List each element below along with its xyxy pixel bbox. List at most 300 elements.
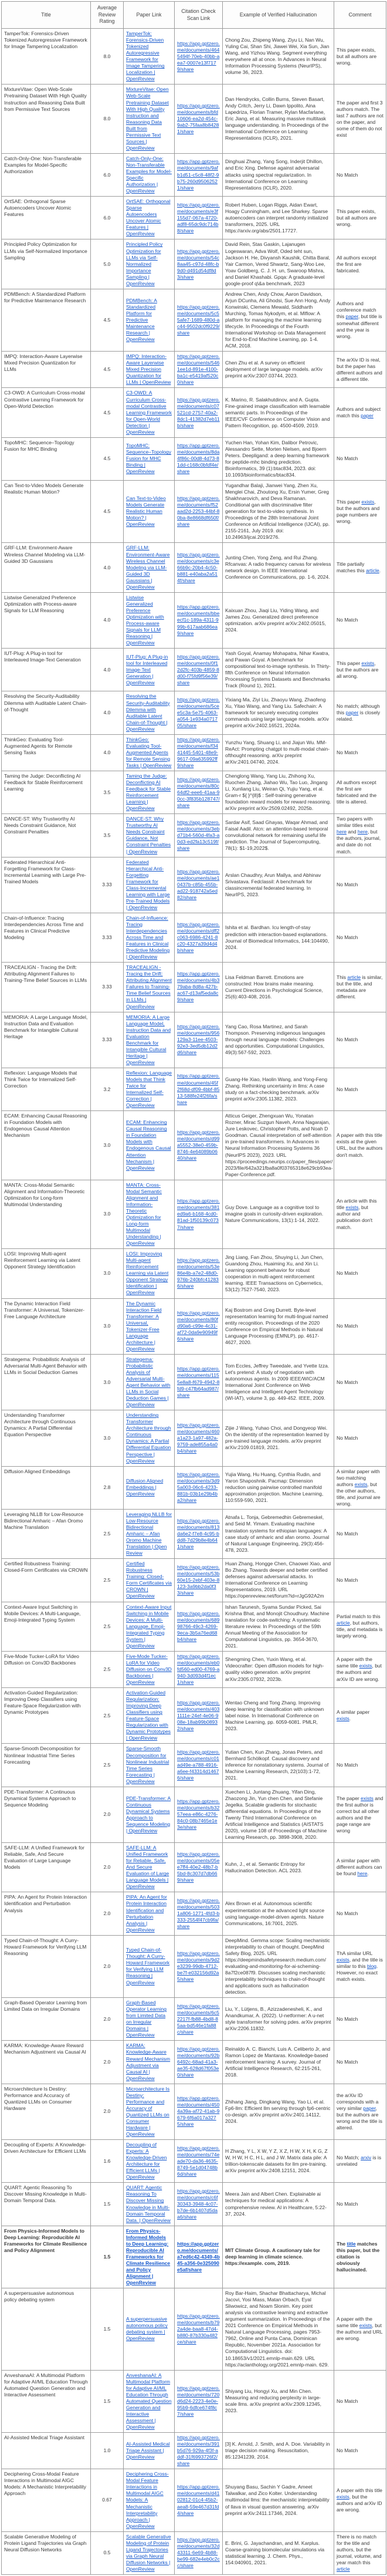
comment-text: No Match — [334, 437, 386, 480]
citation-check-scan-link[interactable]: https://app.gptzero.me/documents/bbeecf1c-189a-4311-999b-617aab686ea9/share — [177, 604, 220, 636]
average-review-rating: 3.33 — [91, 963, 124, 1012]
citation-check-scan-link[interactable]: https://app.gptzero.me/documents/dff2c063-6986-4241-8c20-4327a39d4d4b/share — [177, 921, 220, 954]
paper-openreview-link[interactable]: ThinkGeo: Evaluating Tool-Augmented Agents for Remote Sensing Tasks | OpenReview — [126, 736, 172, 768]
citation-check-scan-link[interactable]: https://app.gptzero.me/documents/0f12d2fc-403b-4859-8d00-f75fd9f56e39/share — [177, 653, 220, 686]
comment-link[interactable]: exists — [359, 1663, 372, 1669]
paper-title: SAFE-LLM: A Unified Framework for Reliable, Safe, And Secure Evaluation of Large Language Models — [2, 1843, 91, 1892]
verified-hallucination-text: Lisa Feldman Barrett. Emotions are constructed: How brains make meaning. Current Directions in Psychological Science, 25(6):403-408, 2016. — [223, 963, 334, 1012]
citation-check-scan-link[interactable]: https://app.gptzero.me/documents/c01ad49e-a788-4916-a6ee-f43314d14676/share — [177, 1748, 220, 1781]
citation-check-scan-link[interactable]: https://app.gptzero.me/documents/d99a5552-38e0-459b-8746-4e64089b0640/share — [177, 1129, 220, 1162]
citation-check-scan-link[interactable]: https://app.gptzero.me/documents/05ee7ff4-40e2-48b7-b5bd-8c307d7db669/share — [177, 1851, 220, 1883]
citation-check-scan-link[interactable]: https://app.gptzero.me/documents/c6f30343-3948-4c07-b7de-6b1407d5daa6/share — [177, 2187, 220, 2220]
paper-title: OrtSAE: Orthogonal Sparse Autoencoders Uncover Atomic Features — [2, 197, 91, 239]
citation-check-scan-link[interactable]: https://app.gptzero.me/documents/813da6e2-f7e8-4c95-bdd8-7d29b8e4b641/share — [177, 1517, 220, 1550]
paper-title: TRACEALIGN - Tracing the Drift: Attributing Alignment Failures to Training-Time Belief Sources in LLMs — [2, 963, 91, 1012]
paper-title: A superpersuasive autonomous policy debating system — [2, 2288, 91, 2371]
comment-text: A paper with the same title exists, but the authors and arXiv ID are wrong. — [334, 1651, 386, 1687]
column-header-example-of-verified-hallucination: Example of Verified Hallucination — [223, 2, 334, 29]
comment-link[interactable]: exists — [361, 1795, 374, 1801]
paper-title: Principled Policy Optimization for LLMs via Self-Normalized Importance Sampling — [2, 239, 91, 289]
paper-title: Five-Mode Tucker-LoRA for Video Diffusion on Conv3D Backbones — [2, 1651, 91, 1687]
paper-title: ThinkGeo: Evaluating Tool-Augmented Agents for Remote Sensing Tasks — [2, 734, 91, 771]
table-row — [2, 1354, 386, 1410]
comment-text: No Match — [334, 1410, 386, 1466]
average-review-rating: 4.5 — [91, 437, 124, 480]
average-review-rating: 3.0 — [91, 1410, 124, 1466]
table-row — [2, 963, 386, 1012]
average-review-rating: 2.5 — [91, 1509, 124, 1558]
table-row — [2, 289, 386, 351]
paper-title: C3-OWD: A Curriculum Cross-modal Contrastive Learning Framework for Open-World Detection — [2, 388, 91, 437]
comment-text: No Match; arxiv is is unrelated — [334, 2140, 386, 2183]
paper-title: Microarchitecture Is Destiny: Performance and Accuracy of Quantized LLMs on Consumer Hardware — [2, 2084, 91, 2139]
paper-title: KARMA: Knowledge-Aware Reward Mechanism Adjustment via Causal AI — [2, 2041, 91, 2084]
table-row — [2, 1509, 386, 1558]
citation-check-scan-link[interactable]: https://app.gptzero.me/documents/4645494f-70eb-40bb-aea7-0007e13f7179/share — [177, 40, 220, 72]
verified-hallucination-text: Kaj Bostrom and Greg Durrett. Byte-level representation learning for multi-lingual named entity recognition. Proceedings of the 2020 Conference on Empirical Methods in Natural Language Processing (EMNLP), pp. 4617-4627, 2020. — [223, 1298, 334, 1354]
verified-hallucination-text: Yuchen Han, Yohan Kim, Dalibor Petrovic, Alessandro Sette, Morten Nielsen, and Bjoern Peters. Deepligand: a deep learning framework for peptide-mhc binding prediction. Bioinformatics, 39 (1):btac834, 2023. doi: 10.1093/bioinformatics/btac834. — [223, 437, 334, 480]
paper-openreview-link[interactable]: Sparse-Smooth Decomposition for Nonlinear Industrial Time Series Forecasting | OpenReview — [126, 1746, 169, 1784]
comment-link[interactable]: paper — [345, 313, 358, 320]
verified-hallucination-text: Atnafa L. Tonja, Gebremedhin Gebremeskel, and Seid M. Yimam. Evaluating machine translation systems for ethiopian languages: A case study of amharic and afan oromo. Journal of Natural Language Engineering, 29(3):456-478, 2023. — [223, 1509, 334, 1558]
comment-link[interactable]: exists — [359, 2322, 372, 2329]
comment-link[interactable]: paper — [361, 413, 374, 419]
comment-text: All authors except the first are fabricated. — [334, 239, 386, 289]
paper-openreview-link[interactable]: Chain-of-Influence: Tracing Interdependencies Across Time and Features in Clinical Predictive Modeling | OpenReview — [126, 914, 170, 960]
citation-check-scan-link[interactable]: https://app.gptzero.me/documents/8da4f86c-00d8-4d73-81dd-c168c0bfdf4e/share — [177, 443, 220, 475]
comment-text: No Match — [334, 1998, 386, 2041]
paper-openreview-link[interactable]: Microarchitecture Is Destiny: Performance and Accuracy of Quantized LLMs on Consumer Hardware | OpenReview — [126, 2085, 170, 2138]
verified-hallucination-text: Yutian Chen, Kun Zhang, Jonas Peters, and Bernhard Schölkopf. Causal discovery and inference for nonstationary systems. Journal of Machine Learning Research, 22(103):1-72, 2021. — [223, 1744, 334, 1787]
citation-check-scan-link[interactable]: https://app.gptzero.me/documents/381ed9a6-b168-4cd0-81ad-1f50139c0737/share — [177, 1198, 220, 1230]
comment-link[interactable]: article — [347, 974, 361, 980]
citation-check-scan-link[interactable]: https://app.gptzero.me/documents/5cee5c3a-5e75-4063-a054-1e934a071705/share — [177, 696, 220, 729]
paper-title: TopoMHC: Sequence–Topology Fusion for MHC Binding — [2, 437, 91, 480]
comment-text: This paper exists, but the authors and page numbers are wrong. — [334, 481, 386, 543]
paper-title: GRF-LLM: Environment-Aware Wireless Channel Modeling via LLM-Guided 3D Gaussians — [2, 543, 91, 592]
comment-text: No Match — [334, 2041, 386, 2084]
comment-link[interactable]: blog — [366, 1963, 377, 1969]
citation-check-scan-link[interactable]: https://app.gptzero.me/documents/d4102812-01c4-45b2-aea8-59e467d31fd4/share — [177, 2484, 220, 2516]
verified-hallucination-text: Chong Zou, Zhipeng Wang, Ziyu Li, Nan Wu, Yuling Cai, Shan Shi, Jiawei Wei, Xia Sun, Jian Wang, and Yizhou Wang. Segment everything everywhere all at once. In Advances in Neural Information Processing Systems (NeurIPS), volume 36, 2023. — [223, 29, 334, 85]
table-row — [2, 481, 386, 543]
comment-link[interactable]: article — [337, 1620, 350, 1626]
citation-check-scan-link[interactable]: https://app.gptzero.me/documents/956129a3-11ee-4503-92e3-3ed5db12d2d6/share — [177, 1024, 220, 1056]
paper-openreview-link[interactable]: Resolving the Security-Auditability Dilemma with Auditable Latent Chain-of-Thought | OpenReview — [126, 693, 170, 732]
comment-text: The arXiv ID is real, but the paper has different authors and a different title. — [334, 352, 386, 388]
paper-openreview-link[interactable]: Strategema: Probabilistic Analysis of Adversarial Multi-Agent Behavior with LLMs in Social Deduction Games | OpenReview — [126, 1356, 171, 1408]
comment-text: This paper exists, but the authors are all wrong. — [334, 649, 386, 691]
paper-openreview-link[interactable]: Deciphering Cross-Modal Feature Interactions in Multimodal AIGC Models: A Mechanistic Interpretability Approach | OpenReview — [126, 2471, 169, 2529]
citation-check-scan-link[interactable]: https://app.gptzero.me/documents/b792a4de-baa8-47d4-b880-87b330a482ce/share — [177, 2312, 220, 2345]
paper-title: From Physics-Informed Models to Deep Learning: Reproducible AI Frameworks for Climate Resilience and Policy Alignment — [2, 2226, 91, 2288]
comment-text: No Match — [334, 913, 386, 962]
verified-hallucination-text: K. Marino, R. Salakhutdinov, and A. Gupta. Fine-grained image classification with learnable semantic parts. In Proceedings of the IEEE/CVF Conference on Computer Vision and Pattern Recognition, pp. 4500-4509, 2019. — [223, 388, 334, 437]
average-review-rating: 4.5 — [91, 481, 124, 543]
citation-check-scan-link[interactable]: https://app.gptzero.me/documents/720d6d24-2223-4e0e-95b9-6dfce674f8c7/share — [177, 2385, 220, 2417]
paper-openreview-link[interactable]: C3-OWD: A Curriculum Cross-modal Contrastive Learning Framework for Open-World Detection | OpenReview — [126, 390, 172, 435]
average-review-rating: 0.5 — [91, 2531, 124, 2574]
paper-openreview-link[interactable]: AI-Assisted Medical Triage Assistant | OpenReview — [126, 2441, 170, 2460]
paper-title: Sparse-Smooth Decomposition for Nonlinear Industrial Time Series Forecasting — [2, 1744, 91, 1787]
comment-text: No Match — [334, 2183, 386, 2226]
verified-hallucination-text: Xuechen Li, Juntang Zhuang, Yifan Ding, Zhaozong Jin, Yun chen Chen, and Stefanie Jegelka. Scalable gradients for stochastic differential equations. In Proceedings of the Twenty Third International Conference on Artificial Intelligence and Statistics (AISTATS 2020), volume 108 of Proceedings of Machine Learning Research, pp. 3898-3908, 2020. — [223, 1787, 334, 1842]
citation-check-scan-link[interactable]: https://app.gptzero.me/documents/74eade70-da36-4635-8749-5e1d04748b6d/share — [177, 2145, 220, 2177]
citation-check-scan-link[interactable]: https://app.gptzero.me/documents/bfd10606-ea2d-454c-9ab2-75faa8b84281/share — [177, 103, 220, 135]
comment-link[interactable]: paper — [345, 710, 359, 716]
citation-check-scan-link[interactable]: https://app.gptzero.me/documents/a7ed6c42-4349-4b45-a356-0e325090e5af/share — [177, 2240, 220, 2273]
comment-text: No Match — [334, 1892, 386, 1935]
average-review-rating: 3.2 — [91, 1068, 124, 1110]
verified-hallucination-text: Guang-He Xiao, Haolin Wang, and Yong-Feng Zhang. Rethinking uncertainty in llms: A case study on a fact-checking benchmark. arXiv preprint arXiv:2305.11382, 2023. — [223, 1068, 334, 1110]
comment-link[interactable]: title — [347, 2240, 356, 2247]
paper-openreview-link[interactable]: Graph-Based Operator Learning from Limited Data on Irregular Domains | OpenReview — [126, 2000, 167, 2038]
paper-openreview-link[interactable]: Listwise Generalized Preference Optimization with Process-aware Signals for LLM Reasoning | OpenReview — [126, 594, 164, 646]
paper-openreview-link[interactable]: Catch-Only-One: Non-Transferable Examples for Model-Specific Authorization | OpenReview — [126, 155, 172, 194]
paper-openreview-link[interactable]: TopoMHC: Sequence–Topology Fusion for MHC Binding | OpenReview — [126, 443, 172, 475]
average-review-rating: 6.0 — [91, 153, 124, 196]
average-review-rating: 3.5 — [91, 771, 124, 813]
comment-text: All authors except the first are fabricated and the title is altered. — [334, 771, 386, 813]
comment-text: No Match — [334, 1509, 386, 1558]
paper-openreview-link[interactable]: MixtureVitae: Open Web-Scale Pretraining Dataset With High Quality Instruction and Reasoning Data Built from Permissive Text Sources | OpenReview — [126, 86, 169, 151]
table-row — [2, 1935, 386, 1997]
paper-title: TamperTok: Forensics-Driven Tokenized Autoregressive Framework for Image Tampering Localization — [2, 29, 91, 85]
verified-hallucination-text: Shengming Chen, Yuxin Wang, et al. Videocrafter: Open diffusion models for high-quality video generation. arXiv preprint arXiv:2305.07932, 2023b. — [223, 1651, 334, 1687]
comment-text: No Match — [334, 734, 386, 771]
paper-openreview-link[interactable]: Federated Hierarchical Anti-Forgetting Framework for Class-Incremental Learning with Large Pre-Trained Models | OpenReview — [126, 859, 170, 910]
table-row — [2, 1651, 386, 1687]
table-row — [2, 2433, 386, 2469]
average-review-rating: 3.33 — [91, 857, 124, 913]
paper-openreview-link[interactable]: MEMORIA: A Large Language Model, Instruction Data and Evaluation Benchmark for Intangible Cultural Heritage | OpenReview — [126, 1014, 171, 1065]
paper-openreview-link[interactable]: TRACEALIGN - Tracing the Drift: Attributing Alignment Failures to Training-Time Belief Sources in LLMs | OpenReview — [126, 964, 172, 1010]
paper-openreview-link[interactable]: Certified Robustness Training: Closed-Form Certificates via CROWN | OpenReview — [126, 1561, 172, 1599]
comment-text: This paper exists, but all authors are wrong. — [334, 29, 386, 85]
verified-hallucination-text: DeepMind. Gemma scope: Scaling mechanistic interpretability to chain of thought. DeepMind Safety Blog, 2025. URL https://deepmindsafetyresearch.medium.com/ evaluating-and-monitoring-for-ai-scheming-8a7f2ce087f9. Discusses scaling mechanistic interpretability techniques to chain-of-thought and applications such as hallucination detection. — [223, 1935, 334, 1997]
paper-title: Federated Hierarchical Anti-Forgetting Framework for Class-Incremental Learning with Large Pre-Trained Models — [2, 857, 91, 913]
average-review-rating: 2.0 — [91, 2041, 124, 2084]
citation-check-scan-link[interactable]: https://app.gptzero.me/documents/32d43311-6e69-4b88-be99-682e4eb0c2cc/share — [177, 2537, 220, 2569]
table-row — [2, 197, 386, 239]
table-row — [2, 1559, 386, 1602]
comment-text: ThA similar URL exists, and the title is similar to this blog. However, no exact match exists. — [334, 1935, 386, 1997]
citation-check-scan-link[interactable]: https://app.gptzero.me/documents/5c55afe7-1689-480d-ac44-9502dc0f9229/share — [177, 303, 220, 336]
citation-check-scan-link[interactable]: https://app.gptzero.me/documents/3d95a003-06c6-4233-881b-03b1e29b4ba2/share — [177, 1471, 220, 1504]
citation-check-scan-link[interactable]: https://app.gptzero.me/documents/3ebd71b4-560d-4fa3-a0d3-ed2fa13c519f/share — [177, 819, 220, 851]
table-row — [2, 814, 386, 857]
table-row — [2, 1843, 386, 1892]
comment-text: An article with this title exists, but author and publication don't match. — [334, 1180, 386, 1248]
citation-check-scan-link[interactable]: https://app.gptzero.me/documents/9d2e3239-99db-4712-be7f-e032156d92a5/share — [177, 1950, 220, 1982]
average-review-rating: 2.0 — [91, 1935, 124, 1997]
average-review-rating: 4.5 — [91, 352, 124, 388]
paper-openreview-link[interactable]: SAFE-LLM: A Unified Framework for Reliable, Safe, And Secure Evaluation of Large Language Models | OpenReview — [126, 1845, 169, 1890]
average-review-rating: 2.0 — [91, 1843, 124, 1892]
citation-check-scan-link[interactable]: https://app.gptzero.me/documents/460a1a23-1a97-482a-9759-ade855a4a0b4/share — [177, 1422, 220, 1454]
verified-hallucination-text: Andrew Chen, Andy Chow, Aaron Davidson, Arjun DCunha, Ali Ghodsi, Sue Ann Hong, Andy Konwinski, Clemens Mewald, Siddharth Murching, Tomas Nykodym, et al. Mlflow: A platform for managing the machine learning lifecycle. In Proceedings of the Fourth International Workshop on Data Management for End-to-End Machine Learning, pp. 1-4. ACM, 2018. — [223, 289, 334, 351]
citation-check-scan-link[interactable]: https://app.gptzero.me/documents/5461ee1d-891e-4100-ba1c-e5419af520c0/share — [177, 353, 220, 386]
comment-text: No Match — [334, 2433, 386, 2469]
paper-openreview-link[interactable]: PDE-Transformer: A Continuous Dynamical Systems Approach to Sequence Modeling | OpenReview — [126, 1795, 171, 1834]
paper-title: AnveshanaAI: A Multimodal Platform for Adaptive AI/ML Education Through Automated Question Generation and Interactive Assessment — [2, 2370, 91, 2432]
table-row — [2, 388, 386, 437]
verified-hallucination-text: Roy Bar-Haim, Shachar Bhattacharya, Michal Jacovi, Yosi Mass, Matan Orbach, Eyal Sliwowicz, and Noam Slonim. Key point analysis via contrastive learning and extractive argument summarization. In Proceedings of the 2021 Conference on Empirical Methods in Natural Language Processing, pages 7953-7962, Online and Punta Cana, Dominican Republic, November 2021a. Association for Computational Linguistics. doi: 10.18653/v1/2021.emnlp-main.629. URL https://aclanthology.org/2021.emnlp-main. 629. — [223, 2288, 334, 2371]
citation-check-scan-link[interactable]: https://app.gptzero.me/documents/45f2f68d-df09-4bbf-8513-588fe24f26fa/share — [177, 1073, 220, 1105]
paper-title: LOSI: Improving Multi-agent Reinforcement Learning via Latent Opponent Strategy Identification — [2, 1249, 91, 1298]
paper-openreview-link[interactable]: MANTA: Cross-Modal Semantic Alignment and Information-Theoretic Optimization for Long-form Multimodal Understanding | OpenReview — [126, 1181, 162, 1247]
comment-text: No match; although this paper is closely related. — [334, 691, 386, 734]
verified-hallucination-text: Meera Jain and Albert Chen. Explainable ai techniques for medical applications: A comprehensive review. AI in Healthcare, 5:22-37, 2024. — [223, 2183, 334, 2226]
average-review-rating: 1.6 — [91, 2140, 124, 2183]
verified-hallucination-text: Yang Cao, Rosa Martinez, and Sarah Thompson. Preserving indigenous languages through neural language models: Challenges and opportunities. Computational Linguistics, 49(3):567-592, 2023. — [223, 1012, 334, 1068]
paper-openreview-link[interactable]: PDMBench: A Standardized Platform for Predictive Maintenance Research | OpenReview — [126, 297, 157, 343]
average-review-rating: 2.0 — [91, 1892, 124, 1935]
paper-title: Taming the Judge: Deconflicting AI Feedback for Stable Reinforcement Learning — [2, 771, 91, 813]
citation-check-scan-link[interactable]: https://app.gptzero.me/documents/eb0fd560-ed00-4769-a940-3d093d4f1ec1/share — [177, 1653, 220, 1686]
table-row — [2, 2140, 386, 2183]
comment-text: A similar paper with different authors can be found here. — [334, 1843, 386, 1892]
table-row — [2, 1068, 386, 1110]
citation-check-scan-link[interactable]: https://app.gptzero.me/documents/9afb1d51-c5c8-48f2-9b75-260d95062521/share — [177, 158, 220, 191]
verified-hallucination-text: Chen Zhu et al. A survey on efficient deployment of large language models. arXiv preprint arXiv:2307.03744, 2023. — [223, 352, 334, 388]
paper-title: The Dynamic Interaction Field Transformer: A Universal, Tokenizer-Free Language Architecture — [2, 1298, 91, 1354]
table-row — [2, 153, 386, 196]
table-row — [2, 1298, 386, 1354]
comment-text: No Match — [334, 1012, 386, 1068]
verified-hallucination-text: Yujia Wang, Hu Huang, Cynthia Rudin, and Yaron Shaposhnik. Pacmap: Dimension reduction using pairwise controlled manifold approximation projection. Machine Learning, 110:559-590, 2021. — [223, 1466, 334, 1509]
table-row — [2, 857, 386, 913]
citation-check-scan-link[interactable]: https://app.gptzero.me/documents/391b5d76-929a-4f3f-addf-31f6993726f2/share — [177, 2435, 220, 2467]
column-header-average-review-rating: Average Review Rating — [91, 2, 124, 29]
comment-link[interactable]: article — [366, 568, 379, 574]
average-review-rating: 3.0 — [91, 1249, 124, 1298]
paper-openreview-link[interactable]: PIPA: An Agent for Protein Interaction Identification and Perturbation Analysis | OpenReview — [126, 1894, 167, 1933]
table-row — [2, 592, 386, 648]
average-review-rating: 5.0 — [91, 239, 124, 289]
table-row — [2, 1466, 386, 1509]
table-row — [2, 85, 386, 153]
comment-link[interactable]: exists — [337, 1716, 349, 1722]
paper-openreview-link[interactable]: IMPQ: Interaction-Aware Layerwise Mixed Precision Quantization for LLMs | OpenReview — [126, 353, 171, 386]
comment-link[interactable]: arxiv — [361, 2155, 372, 2161]
citation-check-scan-link[interactable]: https://app.gptzero.me/documents/4b379aba-8d8a-427b-ac67-d13af5eda8c9/share — [177, 971, 220, 1003]
paper-openreview-link[interactable]: IUT-Plug: A Plug-in tool for Interleaved Image-Text Generation | OpenReview — [126, 653, 168, 686]
citation-check-scan-link[interactable]: https://app.gptzero.me/documents/80c64df2-eee6-41aa-90cc-3f835b128747/share — [177, 776, 220, 808]
paper-openreview-link[interactable]: Decoupling of Experts: A Knowledge-Driven Architecture for Efficient LLMs | OpenReview — [126, 2142, 167, 2180]
citation-check-scan-link[interactable]: https://app.gptzero.me/documents/1155e8a8-f679-4942-8fd9-c47fb64ad987/share — [177, 1366, 220, 1398]
paper-openreview-link[interactable]: KARMA: Knowledge-Aware Reward Mechanism Adjustment via Causal AI | OpenReview — [126, 2042, 171, 2081]
paper-openreview-link[interactable]: Leveraging NLLB for Low-Resource Bidirectional Amharic – Afan Oromo Machine Translation | Open Review — [126, 1511, 172, 1557]
table-row — [2, 1744, 386, 1787]
average-review-rating: 2.0 — [91, 1998, 124, 2041]
comment-link[interactable]: here — [337, 829, 347, 835]
paper-openreview-link[interactable]: Reflexion: Language Models that Think Twice for Internalized Self-Correction | OpenReview — [126, 1069, 172, 1109]
verified-hallucination-text: Chenglong Wang, Yang Liu, Zhihong Xu, Ruochen Zhang, Jiahao Wu, Tao Luo, Jingang Li, Xunliang Liu, Weiran Qi, Yujiu Yang, et al. Gram-r ${ }^{8}$ : Self-training generative foundation reward models for reward reasoning. arXiv preprint arXiv:2509.02492, 2025b. — [223, 771, 334, 813]
comment-text: Partial match to this article, but authors, title, and metadata is largely wrong. — [334, 1602, 386, 1651]
table-row — [2, 734, 386, 771]
average-review-rating: 2.5 — [91, 1559, 124, 1602]
comment-text: A paper with the same title exists, but the authors and URL are wrong. — [334, 2288, 386, 2371]
comment-text: No Match — [334, 857, 386, 913]
average-review-rating: 1.0 — [91, 2433, 124, 2469]
paper-title: PIPA: An Agent for Protein Interaction Identification and Perturbation Analysis — [2, 1892, 91, 1935]
average-review-rating: 3.33 — [91, 913, 124, 962]
paper-openreview-link[interactable]: Typed Chain-of-Thought: A Curry-Howard Framework for Verifying LLM Reasoning | OpenReview — [126, 1947, 170, 1986]
average-review-rating: 1.5 — [91, 2370, 124, 2432]
citation-check-scan-link[interactable]: https://app.gptzero.me/documents/e3f155d7-067a-4720-adf8-65dc9dc714b8/share — [177, 201, 220, 234]
comment-text: There is no match for the title and authors, but the journal, volume, and year match this article — [334, 2531, 386, 2574]
paper-openreview-link[interactable]: A superpersuasive autonomous policy debating system | OpenReview — [126, 2316, 168, 2342]
citation-check-scan-link[interactable]: https://app.gptzero.me/documents/53e86e4b-a7e2-48d0-976b-240bfc412836/share — [177, 1257, 220, 1289]
hallucination-review-table — [1, 1, 386, 2575]
paper-openreview-link[interactable]: Can Text-to-Video Models Generate Realistic Human Motion? | OpenReview — [126, 495, 166, 528]
comment-link[interactable]: exists — [337, 1956, 349, 1963]
table-header — [2, 2, 386, 29]
average-review-rating: 0.67 — [91, 2469, 124, 2531]
table-row — [2, 2084, 386, 2139]
paper-openreview-link[interactable]: Understanding Transformer Architecture through Continuous Dynamics: A Partial Differential Equation Perspective | OpenReview — [126, 1412, 171, 1464]
table-row — [2, 691, 386, 734]
table-row — [2, 2370, 386, 2432]
paper-openreview-link[interactable]: Taming the Judge: Deconflicting AI Feedback for Stable Reinforcement Learning | OpenReview — [126, 772, 171, 812]
comment-text: This paper exists, but all authors are wrong. — [334, 197, 386, 239]
paper-openreview-link[interactable]: The Dynamic Interaction Field Transformer: A Universal, Tokenizer-Free Language Architecture | OpenReview — [126, 1300, 162, 1352]
paper-title: Can Text-to-Video Models Generate Realistic Human Motion? — [2, 481, 91, 543]
comment-text: No Match — [334, 592, 386, 648]
paper-openreview-link[interactable]: Diffusion Aligned Embeddings | OpenReview — [126, 1478, 164, 1497]
citation-check-scan-link[interactable]: https://app.gptzero.me/documents/80fd90a6-c99e-4c31-af72-0da9e90949f6/share — [177, 1310, 220, 1342]
paper-title: IMPQ: Interaction-Aware Layerwise Mixed Precision Quantization for LLMs — [2, 352, 91, 388]
verified-hallucination-text: Zijie J Wang, Yuhao Choi, and Dongyeop Wei. On the identity of the representation learned by pre-trained language models. arXiv preprint arXiv:2109.01819, 2021. — [223, 1410, 334, 1466]
comment-link[interactable]: exists — [337, 2493, 349, 2500]
paper-title: Catch-Only-One: Non-Transferable Examples for Model-Specific Authorization — [2, 153, 91, 196]
table-row — [2, 1998, 386, 2041]
verified-hallucination-text: Yunzhu Yang, Shuang Li, and Jiajun Wu. MM-ReAct: Prompting chatgpt to multi-modal chain-ofthought reasoning. arXiv preprint arXiv:2401.04740, 2024. — [223, 734, 334, 771]
paper-openreview-link[interactable]: AnveshanaAI: A Multimodal Platform for Adaptive AI/ML Education Through Automated Question Generation and Interactive Assessment | OpenReview — [126, 2372, 172, 2430]
table-row — [2, 352, 386, 388]
paper-openreview-link[interactable]: Context-Aware Input Switching in Mobile Devices: A Multi-Language, Emoji-Integrated Typing System | OpenReview — [126, 1603, 172, 1649]
paper-title: MixtureVitae: Open Web-Scale Pretraining Dataset With High Quality Instruction and Reasoning Data Built from Permissive Text Sources — [2, 85, 91, 153]
comment-text: No Match — [334, 153, 386, 196]
table-row — [2, 1688, 386, 1744]
citation-check-scan-link[interactable]: https://app.gptzero.me/documents/4031111e-24ef-4e06-908e-18ab99b08932/share — [177, 1699, 220, 1731]
paper-title: Certified Robustness Training: Closed-Form Certificates via CROWN — [2, 1559, 91, 1602]
average-review-rating: 1.5 — [91, 2288, 124, 2371]
citation-check-scan-link[interactable]: https://app.gptzero.me/documents/4504a39a-af72-41ab-9679-6f6a017a3275/share — [177, 2095, 220, 2128]
table-row — [2, 2288, 386, 2371]
citation-check-scan-link[interactable]: https://app.gptzero.me/documents/c07521cd-2757-40a2-8dc1-41382d7eb11b/share — [177, 396, 220, 428]
paper-title: Activation-Guided Regularization: Improving Deep Classifiers using Feature-Space Regularization with Dynamic Prototypes — [2, 1688, 91, 1744]
citation-check-scan-link[interactable]: https://app.gptzero.me/documents/c3e66b9c-20b4-4c50-b881-e40aba2a514f/share — [177, 551, 220, 583]
average-review-rating: 4.5 — [91, 289, 124, 351]
paper-title: Leveraging NLLB for Low-Resource Bidirectional Amharic – Afan Oromo Machine Translation — [2, 1509, 91, 1558]
verified-hallucination-text: Zhihang Jiang, Dingkang Wang, Yao Li, et al. Fp6-llm: Efficient llm serving through fp6-centric co-design. arXiv preprint arXiv:2401.14112, 2024. — [223, 2084, 334, 2139]
paper-openreview-link[interactable]: Five-Mode Tucker-LoRA for Video Diffusion on Conv3D Backbones | OpenReview — [126, 1653, 172, 1686]
comment-link[interactable]: here — [357, 1871, 368, 1877]
comment-link[interactable]: here — [357, 829, 368, 835]
citation-check-scan-link[interactable]: https://app.gptzero.me/documents/53b60e15-2ebf-403e-8123-3a9bb2da0f33/share — [177, 1564, 220, 1596]
citation-check-scan-link[interactable]: https://app.gptzero.me/documents/5031a806-1271-4fd3-b333-2554f47cb9fa/share — [177, 1897, 220, 1930]
paper-openreview-link[interactable]: From Physics-Informed Models to Deep Learning: Reproducible AI Frameworks for Climate Resilience and Policy Alignment | OpenReview — [126, 2227, 171, 2286]
paper-openreview-link[interactable]: QUART: Agentic Reasoning To Discover Missing Knowledge in Multi-Domain Temporal Data. | OpenReview — [126, 2185, 171, 2223]
citation-check-scan-link[interactable]: https://app.gptzero.me/documents/6c52217f-fb88-4bd8-85aa-bd546e1fa88c/share — [177, 2003, 220, 2035]
paper-openreview-link[interactable]: DANCE-ST: Why Trustworthy AI Needs Constraint Guidance, Not Constraint Penalties | OpenReview — [126, 816, 171, 855]
comment-link[interactable]: exists — [361, 660, 375, 666]
comment-link[interactable]: exists — [345, 1204, 359, 1211]
column-header-comment: Comment — [334, 2, 386, 29]
table-row — [2, 29, 386, 85]
table-row — [2, 649, 386, 691]
average-review-rating: 1.5 — [91, 2226, 124, 2288]
paper-openreview-link[interactable]: Activation-Guided Regularization: Improving Deep Classifiers using Feature-Space Regularization with Dynamic Prototypes | OpenReview — [126, 1690, 171, 1741]
average-review-rating: 3.0 — [91, 1354, 124, 1410]
paper-title: ECAM: Enhancing Causal Reasoning in Foundation Models with Endogenous Causal Attention Mechanism — [2, 1111, 91, 1180]
paper-openreview-link[interactable]: TamperTok: Forensics-Driven Tokenized Autoregressive Framework for Image Tampering Localization | OpenReview — [126, 31, 165, 82]
comment-text: A similar paper with two matching authors exists, but the other authors, title, and journal are wrong. — [334, 1466, 386, 1509]
paper-title: Typed Chain-of-Thought: A Curry-Howard Framework for Verifying LLM Reasoning — [2, 1935, 91, 1997]
verified-hallucination-text: Huan Zhang, Hongge Chen, Chaowei Xiao, and Bo Zhang. Towards deeper and better certified defenses against adversarial attacks. In International Conference on Learning Representations, 2019. URL https://openreview.net/forum?id=rJgG92A2m — [223, 1559, 334, 1602]
paper-openreview-link[interactable]: LOSI: Improving Multi-agent Reinforcement Learning via Latent Opponent Strategy Identification | OpenReview — [126, 1251, 169, 1296]
comment-link[interactable]: paper — [363, 2105, 376, 2111]
column-header-citation-check-scan-link: Citation Check Scan Link — [175, 2, 223, 29]
verified-hallucination-text: Sardar Asif, Saad Ghayas, Waqar Ahmad, and Faisal Aadil. Atcn: an attention-based temporal convolutional network for remaining useful life prediction. The Journal of Supercomputing, 78(1): $1-19,2022$. — [223, 814, 334, 857]
comment-text: A paper with this title exists, but the authors and arXiv ID are wrong. — [334, 2469, 386, 2531]
table-row — [2, 1410, 386, 1466]
comment-link[interactable]: article — [337, 2565, 350, 2572]
comment-link[interactable]: exists — [354, 1481, 368, 1487]
comment-text: Title partially matches this article. — [334, 543, 386, 592]
table-row — [2, 2041, 386, 2084]
citation-check-scan-link[interactable]: https://app.gptzero.me/documents/54c8aa45-c97d-48fc-b9d0-d491d54df8d3/share — [177, 248, 220, 280]
citation-check-scan-link[interactable]: https://app.gptzero.me/documents/f3441445-5401-48e9-9617-09a635992ff9/share — [177, 736, 220, 768]
average-review-rating: 4.0 — [91, 649, 124, 691]
paper-title: MANTA: Cross-Modal Semantic Alignment and Information-Theoretic Optimization for Long-form Multimodal Understanding — [2, 1180, 91, 1248]
paper-openreview-link[interactable]: OrtSAE: Orthogonal Sparse Autoencoders Uncover Atomic Features | OpenReview — [126, 198, 171, 237]
table-row — [2, 1892, 386, 1935]
citation-check-scan-link[interactable]: https://app.gptzero.me/documents/92b6492c-68ad-41a3-ae35-628d67f053e0/share — [177, 2045, 220, 2078]
table-body — [2, 29, 386, 2575]
citation-check-scan-link[interactable]: https://app.gptzero.me/documents/f52aad2d-2253-44bf-80ba-8e8668df650f/share — [177, 495, 220, 528]
verified-hallucination-text: Yash Goyal, Anamay Mohapatra, Nihar Kwatra, and Pawan Goyal. A benchmark for compositional text-to-image synthesis. In Thirty-fifth Conference on Neural Information Processing Systems Datasets and Benchmarks Track (Round 1), 2021. — [223, 649, 334, 691]
citation-check-scan-link[interactable]: https://app.gptzero.me/documents/ae10437b-c85b-455b-ad22-918742a5ed82/share — [177, 869, 220, 901]
verified-hallucination-text: Guy Dove. Language as a cognitive tool to imagine goals in curiosity-driven exploration. Nature Communications, 13(1):1-14, 2022. — [223, 1180, 334, 1248]
average-review-rating: 3.5 — [91, 814, 124, 857]
paper-openreview-link[interactable]: GRF-LLM: Environment-Aware Wireless Channel Modeling via LLM-Guided 3D Gaussians | OpenReview — [126, 545, 170, 590]
citation-check-scan-link[interactable]: https://app.gptzero.me/documents/b3257eea-e86c-4276-84c0-08b7465e1e3e/share — [177, 1798, 220, 1831]
paper-title: Reflexion: Language Models that Think Twice for Internalized Self-Correction — [2, 1068, 91, 1110]
verified-hallucination-text: [3] K. Arnold, J. Smith, and A. Doe. Variability in triage decision making. Resuscitation, 85:12341239, 2014. — [223, 2433, 334, 2469]
table-row — [2, 2469, 386, 2531]
column-header-paper-link: Paper Link — [124, 2, 175, 29]
verified-hallucination-text: Junting Chen, Yong Zeng, and Rui Zhang. Rfcanvas: A radio frequency canvas for wireless network design. In IEEE International Conference on Communications, pp. 1-6, 2024. — [223, 543, 334, 592]
paper-openreview-link[interactable]: Principled Policy Optimization for LLMs via Self-Normalized Importance Sampling | OpenReview — [126, 241, 163, 286]
paper-title: AI-Assisted Medical Triage Assistant — [2, 2433, 91, 2469]
paper-openreview-link[interactable]: ECAM: Enhancing Causal Reasoning in Foundation Models with Endogenous Causal Attention Mechanism | OpenReview — [126, 1119, 171, 1171]
verified-hallucination-text: Atticus Geiger, Zhengxuan Wu, Yonatan Rozner, Mirac Suzgun Naveh, Anna Nagarajan, Jure Leskovec, Christopher Potts, and Noah D Goodman. Causal interpretation of self-attention in pre-trained transformers. In Advances in Neural Information Processing Systems 36 (NeurIPS 2023), 2023. URL https://proceedings.neurips.cc/paper_files/paper/ 2023/file/642a321fba8a0f03765318e629cb93ea-Paper-Conference.pdf. — [223, 1111, 334, 1180]
average-review-rating: 4.0 — [91, 691, 124, 734]
verified-hallucination-text: Robert Huben, Logan Riggs, Aidan Ewart, Hoagy Cunningham, and Lee Sharkey. Sparse autoencoders can interpret randomly initialized transformers, 2025. URL https://arxiv.org/abs/2501.17727. — [223, 197, 334, 239]
comment-text: No Match — [334, 1354, 386, 1410]
average-review-rating: 2.0 — [91, 2084, 124, 2139]
comment-text: A paper with this title exists at the given URL, but the authors don't match. — [334, 1111, 386, 1180]
verified-hallucination-text: Ishita et al. Bardhan. Icu length-of-stay prediction with interaction-based explanations. Journal of Biomedical Informatics, 144:104490, 2024. — [223, 913, 334, 962]
comment-link[interactable]: exists — [361, 498, 375, 505]
citation-check-scan-link[interactable]: https://app.gptzero.me/documents/68998766-49c3-4269-9eca-3b5a76ed68b4/share — [177, 1610, 220, 1642]
verified-hallucination-text: Reinaldo A. C. Bianchi, Luis A. Celiberto Jr, and Ramon Lopez de Mantaras. Knowledge-based reinforcement learning: A survey. Journal of Artificial Intelligence Research, 62:215-261, 2018. — [223, 2041, 334, 2084]
paper-openreview-link[interactable]: Scalable Generative Modeling of Protein Ligand Trajectories via Graph Neural Diffusion Networks | OpenReview — [126, 2533, 171, 2572]
average-review-rating: 3.0 — [91, 1180, 124, 1248]
